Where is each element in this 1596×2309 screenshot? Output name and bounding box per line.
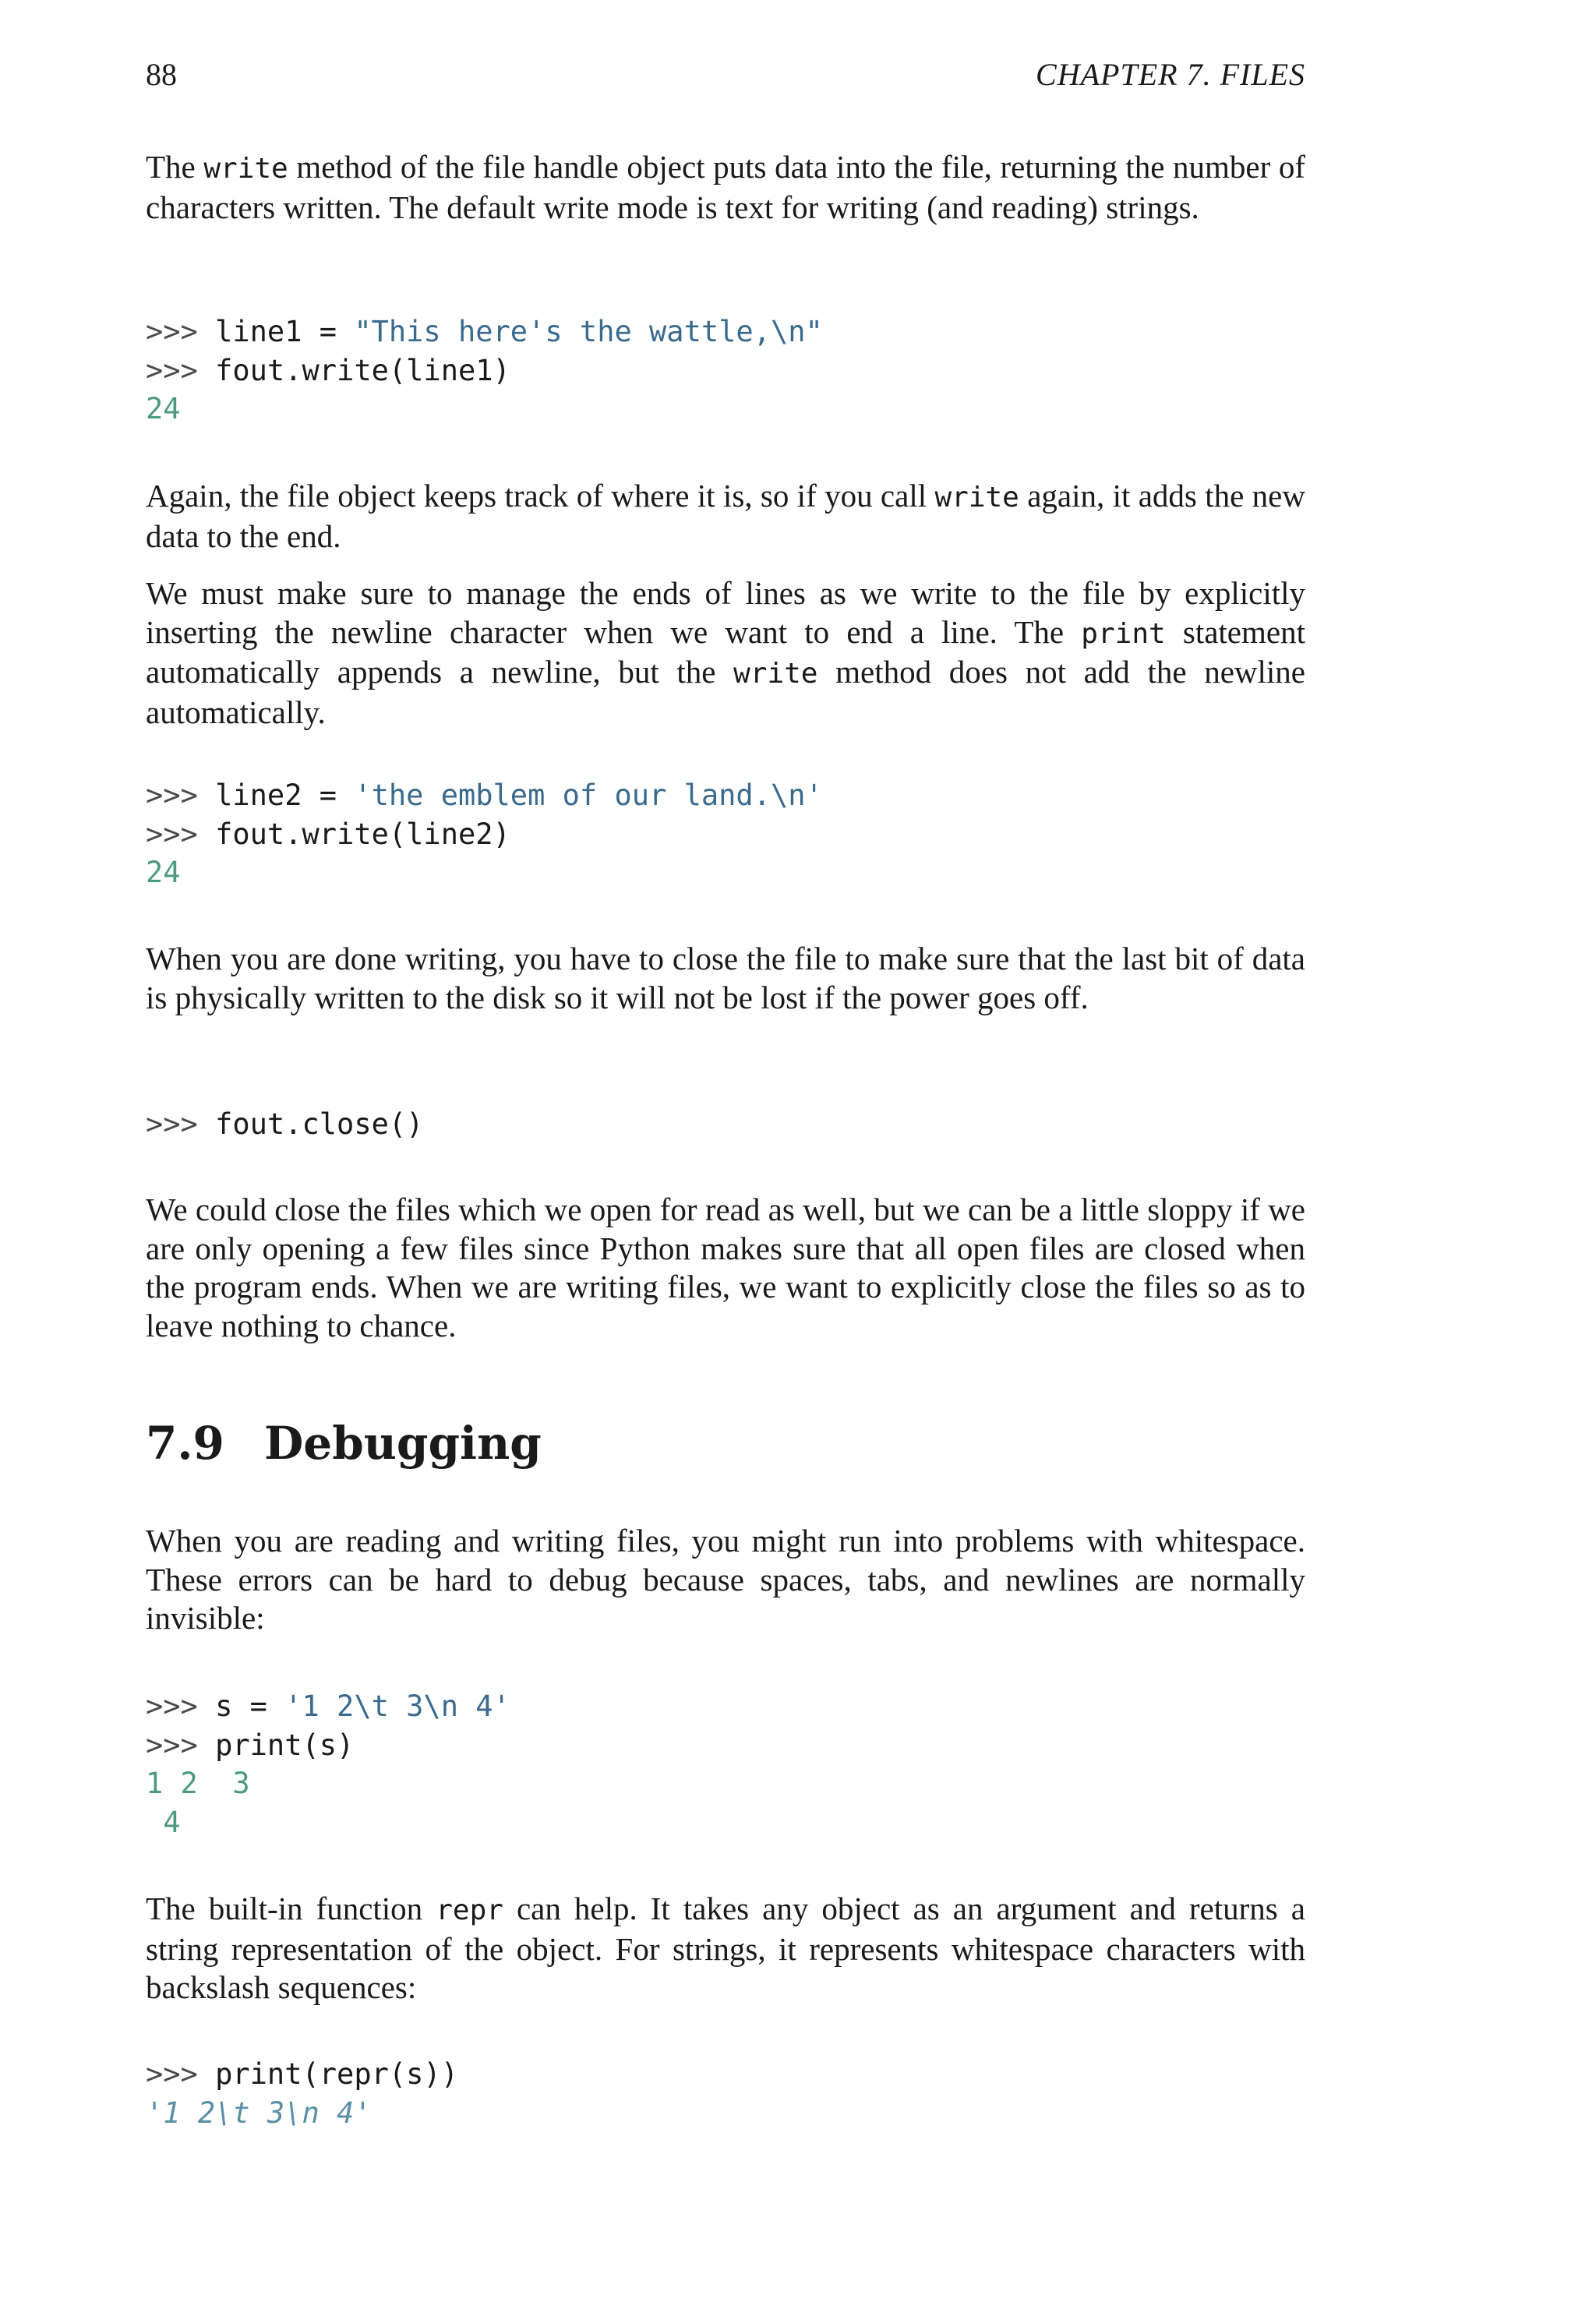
string-literal: "This here's the wattle,\n" [354,315,823,348]
inline-code: write [934,482,1019,514]
code-output: 24 [146,856,181,889]
code-output: 4 [146,1805,181,1839]
inline-code: write [203,153,288,185]
code-line [146,2055,1305,2094]
code-block-close [146,1105,1305,1144]
page-header [146,56,1305,95]
prompt: >>> [146,1689,216,1723]
prompt: >>> [146,353,216,387]
prompt: >>> [146,1107,216,1141]
code: s = [215,1689,285,1723]
inline-code: repr [436,1894,503,1926]
section-title: Debugging [264,1417,542,1470]
code: print(repr(s)) [215,2057,458,2091]
code-line [146,351,1305,390]
prompt: >>> [146,778,216,812]
code: print(s) [215,1728,355,1762]
text: method does not add the newline automatically. [146,654,1305,730]
section-number: 7.9 [146,1417,224,1470]
code: line2 = [215,778,355,812]
prompt: >>> [146,817,216,851]
text: The [146,149,204,185]
paragraph-close: When you are done writing, you have to close the file to make sure that the last bit of data is physically written to the disk so it will not be lost if the power goes off. [146,941,1305,1015]
code-line [146,815,1305,854]
text: We must make sure to manage the ends of lines as we write to the file by explicitly inserting the newline character when we want to end a line. The [146,575,1305,650]
text: Again, the file object keeps track of where it is, so if you call [146,478,935,514]
code-line [146,312,1305,351]
code-block-whitespace [146,1687,1305,1841]
paragraph-again [146,477,1305,556]
prompt: >>> [146,315,216,348]
code-output: '1 2\t 3\n 4' [146,2095,372,2130]
code-block-line2 [146,776,1305,892]
code: fout.write(line1) [215,353,510,387]
chapter-title: CHAPTER 7. FILES [1036,57,1305,92]
code-line [146,1687,1305,1726]
code-block-repr [146,2055,1305,2132]
code: fout.write(line2) [215,817,510,851]
inline-code: print [1081,617,1166,650]
string-literal: '1 2\t 3\n 4' [284,1689,510,1723]
paragraph-repr [146,1890,1305,2007]
text: The built-in function [146,1891,436,1926]
inline-code: write [733,658,818,690]
code-output: 1 2 3 [146,1767,250,1800]
section-heading [146,1417,542,1470]
prompt: >>> [146,2057,216,2091]
text: again, it adds the new data to the end. [146,478,1305,554]
prompt: >>> [146,1728,216,1762]
paragraph-newlines [146,574,1305,732]
page-number: 88 [146,57,177,92]
text: method of the file handle object puts data into the file, returning the number of characters written. The default write mode is text for writing (and reading) strings. [146,149,1306,225]
code: line1 = [215,315,355,348]
code-line [146,776,1305,815]
code-output: 24 [146,392,181,425]
code-line [146,1726,1305,1765]
paragraph-sloppy: We could close the files which we open for read as well, but we can be a little sloppy if we are only opening a few files since Python makes sure that all open files are closed when the program ends. When we are writing files, we want to explicitly close the files so as to leave nothing to chance. [146,1192,1305,1343]
paragraph-write-method [146,148,1305,227]
text: can help. It takes any object as an argument and returns a string representation of the object. For strings, it represents whitespace characters with backslash sequences: [146,1891,1305,2005]
paragraph-whitespace: When you are reading and writing files, you might run into problems with whitespace. These errors can be hard to debug because spaces, tabs, and newlines are normally invisible: [146,1523,1305,1636]
code-block-line1 [146,312,1305,429]
code: fout.close() [215,1107,424,1141]
string-literal: 'the emblem of our land.\n' [354,778,823,812]
text: statement automatically appends a newline, but the [146,613,1305,690]
code-line [146,1105,1305,1144]
